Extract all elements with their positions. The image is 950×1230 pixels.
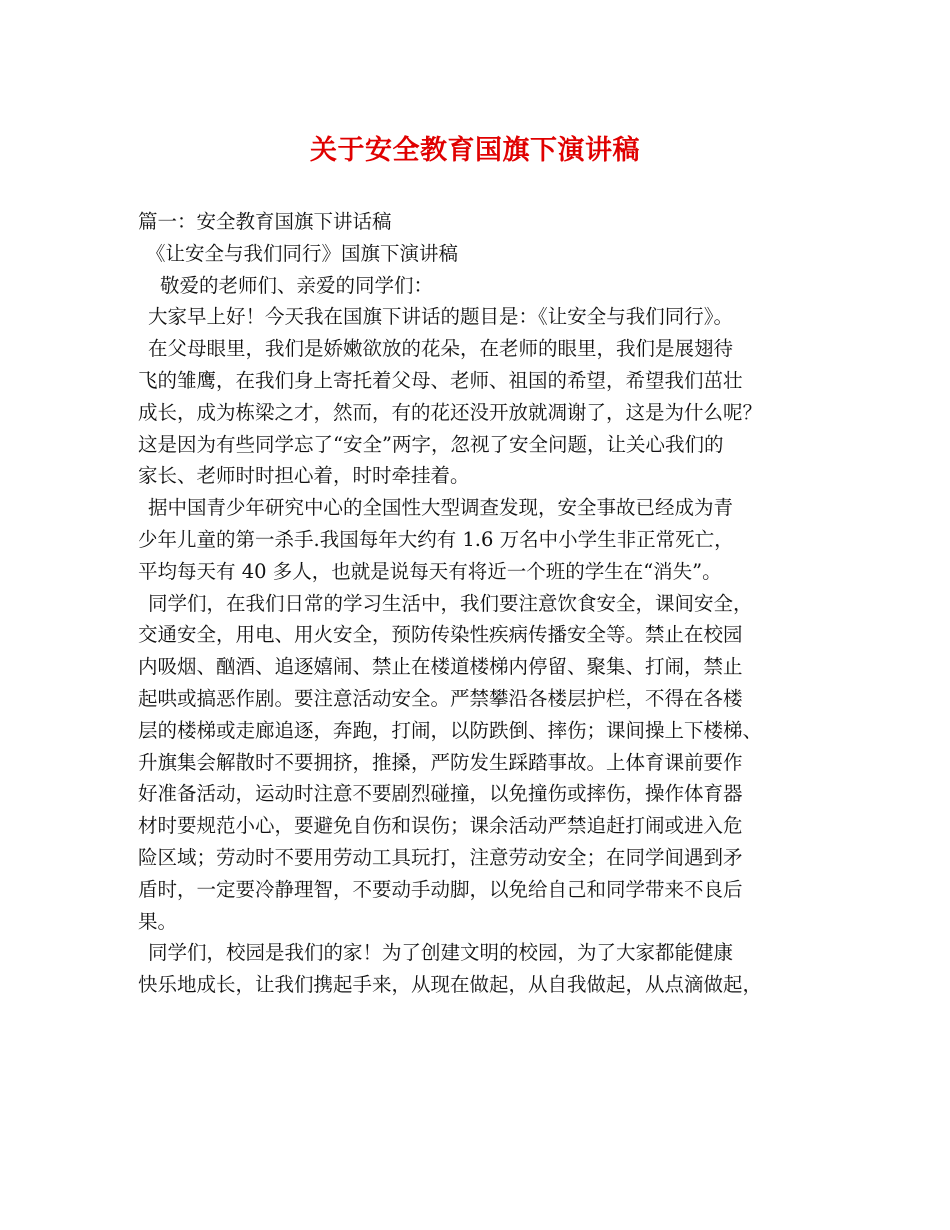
body-line: 少年儿童的第一杀手.我国每年大约有 1.6 万名中小学生非正常死亡， (138, 527, 734, 551)
body-line: 平均每天有 40 多人，也就是说每天有将近一个班的学生在“消失”。 (138, 559, 722, 583)
document-title: 关于安全教育国旗下演讲稿 (310, 135, 640, 166)
body-line: 同学们，校园是我们的家！为了创建文明的校园，为了大家都能健康 (148, 941, 734, 965)
body-line: 据中国青少年研究中心的全国性大型调查发现，安全事故已经成为青 (148, 496, 734, 520)
body-line: 《让安全与我们同行》国旗下演讲稿 (146, 241, 459, 265)
body-line: 升旗集会解散时不要拥挤，推搡，严防发生踩踏事故。上体育课前要作 (138, 750, 743, 774)
body-line: 起哄或搞恶作剧。要注意活动安全。严禁攀沿各楼层护栏，不得在各楼 (138, 686, 743, 710)
body-line: 盾时，一定要冷静理智，不要动手动脚，以免给自己和同学带来不良后 (138, 877, 743, 901)
body-line: 好准备活动，运动时注意不要剧烈碰撞，以免撞伤或摔伤，操作体育器 (138, 782, 743, 806)
body-line: 层的楼梯或走廊追逐，奔跑，打闹，以防跌倒、摔伤；课间操上下楼梯、 (138, 718, 763, 742)
body-line: 快乐地成长，让我们携起手来，从现在做起，从自我做起，从点滴做起， (138, 973, 763, 997)
body-line: 险区域；劳动时不要用劳动工具玩打，注意劳动安全；在同学间遇到矛 (138, 845, 743, 869)
body-line: 成长，成为栋梁之才，然而，有的花还没开放就凋谢了，这是为什么呢？ (138, 400, 763, 424)
body-line: 材时要规范小心，要避免自伤和误伤；课余活动严禁追赶打闹或进入危 (138, 814, 743, 838)
body-line: 这是因为有些同学忘了“安全”两字，忽视了安全问题，让关心我们的 (138, 432, 724, 456)
body-line: 在父母眼里，我们是娇嫩欲放的花朵，在老师的眼里，我们是展翅待 (148, 337, 734, 361)
document-body (138, 206, 828, 1001)
body-line: 敬爱的老师们、亲爱的同学们： (160, 273, 434, 297)
body-line: 果。 (138, 909, 178, 933)
body-line: 篇一：安全教育国旗下讲话稿 (138, 210, 392, 233)
body-line: 内吸烟、酗酒、追逐嬉闹、禁止在楼道楼梯内停留、聚集、打闹，禁止 (138, 655, 743, 679)
body-line: 大家早上好！今天我在国旗下讲话的题目是：《让安全与我们同行》。 (148, 305, 734, 329)
body-line: 同学们，在我们日常的学习生活中，我们要注意饮食安全，课间安全， (148, 591, 753, 615)
body-line: 交通安全，用电、用火安全，预防传染性疾病传播安全等。禁止在校园 (138, 623, 743, 647)
body-line: 家长、老师时时担心着，时时牵挂着。 (138, 464, 470, 488)
body-line: 飞的雏鹰，在我们身上寄托着父母、老师、祖国的希望，希望我们茁壮 (138, 368, 743, 392)
